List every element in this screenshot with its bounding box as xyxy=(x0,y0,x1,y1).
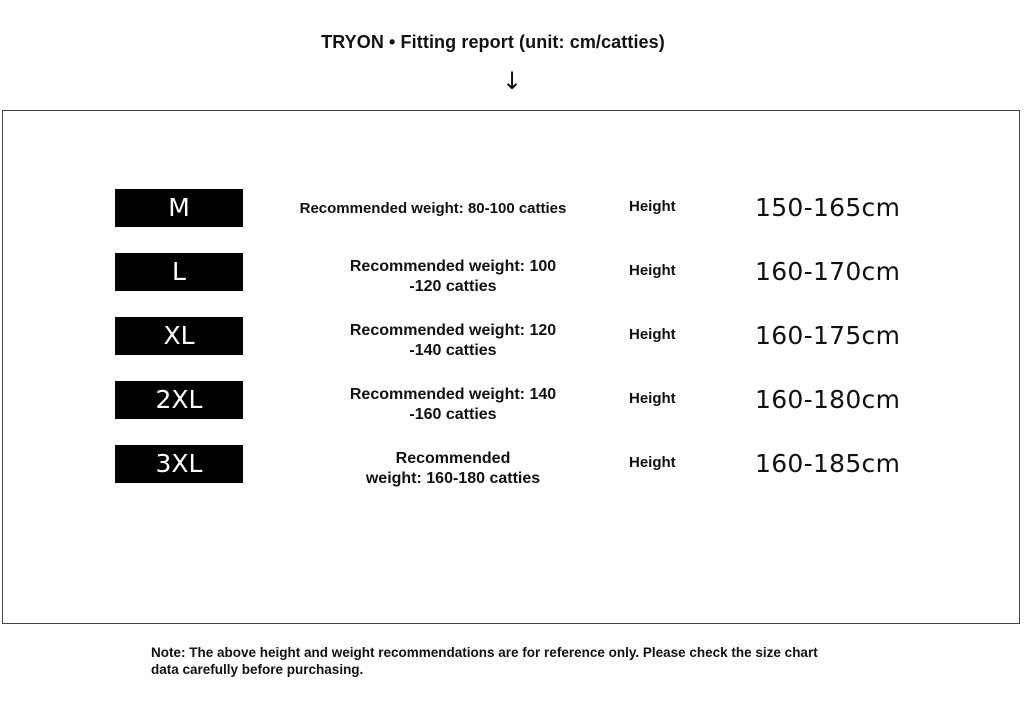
size-badge: 3XL xyxy=(115,445,243,483)
recommended-weight xyxy=(343,449,563,489)
height-label: Height xyxy=(629,198,676,215)
recommended-weight xyxy=(343,385,563,425)
size-badge: L xyxy=(115,253,243,291)
size-row-xl xyxy=(3,317,1021,377)
height-value: 160-170cm xyxy=(755,257,901,286)
size-badge: M xyxy=(115,189,243,227)
height-value: 160-175cm xyxy=(755,321,901,350)
height-value: 150-165cm xyxy=(755,193,901,222)
size-row-l xyxy=(3,253,1021,313)
size-row-3xl xyxy=(3,445,1021,505)
weight-line: Recommended weight: 140 xyxy=(349,386,557,403)
size-row-m xyxy=(3,189,1021,249)
disclaimer-note xyxy=(151,644,871,678)
recommended-weight xyxy=(343,321,563,361)
height-label: Height xyxy=(629,326,676,343)
size-badge: XL xyxy=(115,317,243,355)
weight-line: -140 catties xyxy=(409,342,497,359)
height-label: Height xyxy=(629,262,676,279)
fitting-report-panel xyxy=(2,110,1020,624)
weight-line: Recommended xyxy=(395,450,511,467)
weight-line: Recommended weight: 100 xyxy=(349,258,557,275)
recommended-weight xyxy=(283,199,583,219)
recommended-weight xyxy=(343,257,563,297)
height-value: 160-185cm xyxy=(755,449,901,478)
weight-line: Recommended weight: 120 xyxy=(349,322,557,339)
note-line: data carefully before purchasing. xyxy=(151,662,364,677)
weight-line: -120 catties xyxy=(409,278,497,295)
height-label: Height xyxy=(629,454,676,471)
weight-line: -160 catties xyxy=(409,406,497,423)
size-row-2xl xyxy=(3,381,1021,441)
height-value: 160-180cm xyxy=(755,385,901,414)
weight-line: Recommended weight: 80-100 catties xyxy=(299,200,567,217)
weight-line: weight: 160-180 catties xyxy=(365,470,541,487)
page-title: TRYON • Fitting report (unit: cm/catties) xyxy=(321,32,665,52)
arrow-down-icon: ↓ xyxy=(501,67,523,95)
note-line: Note: The above height and weight recommendations are for reference only. Please check the size chart xyxy=(151,645,818,660)
height-label: Height xyxy=(629,390,676,407)
size-badge: 2XL xyxy=(115,381,243,419)
